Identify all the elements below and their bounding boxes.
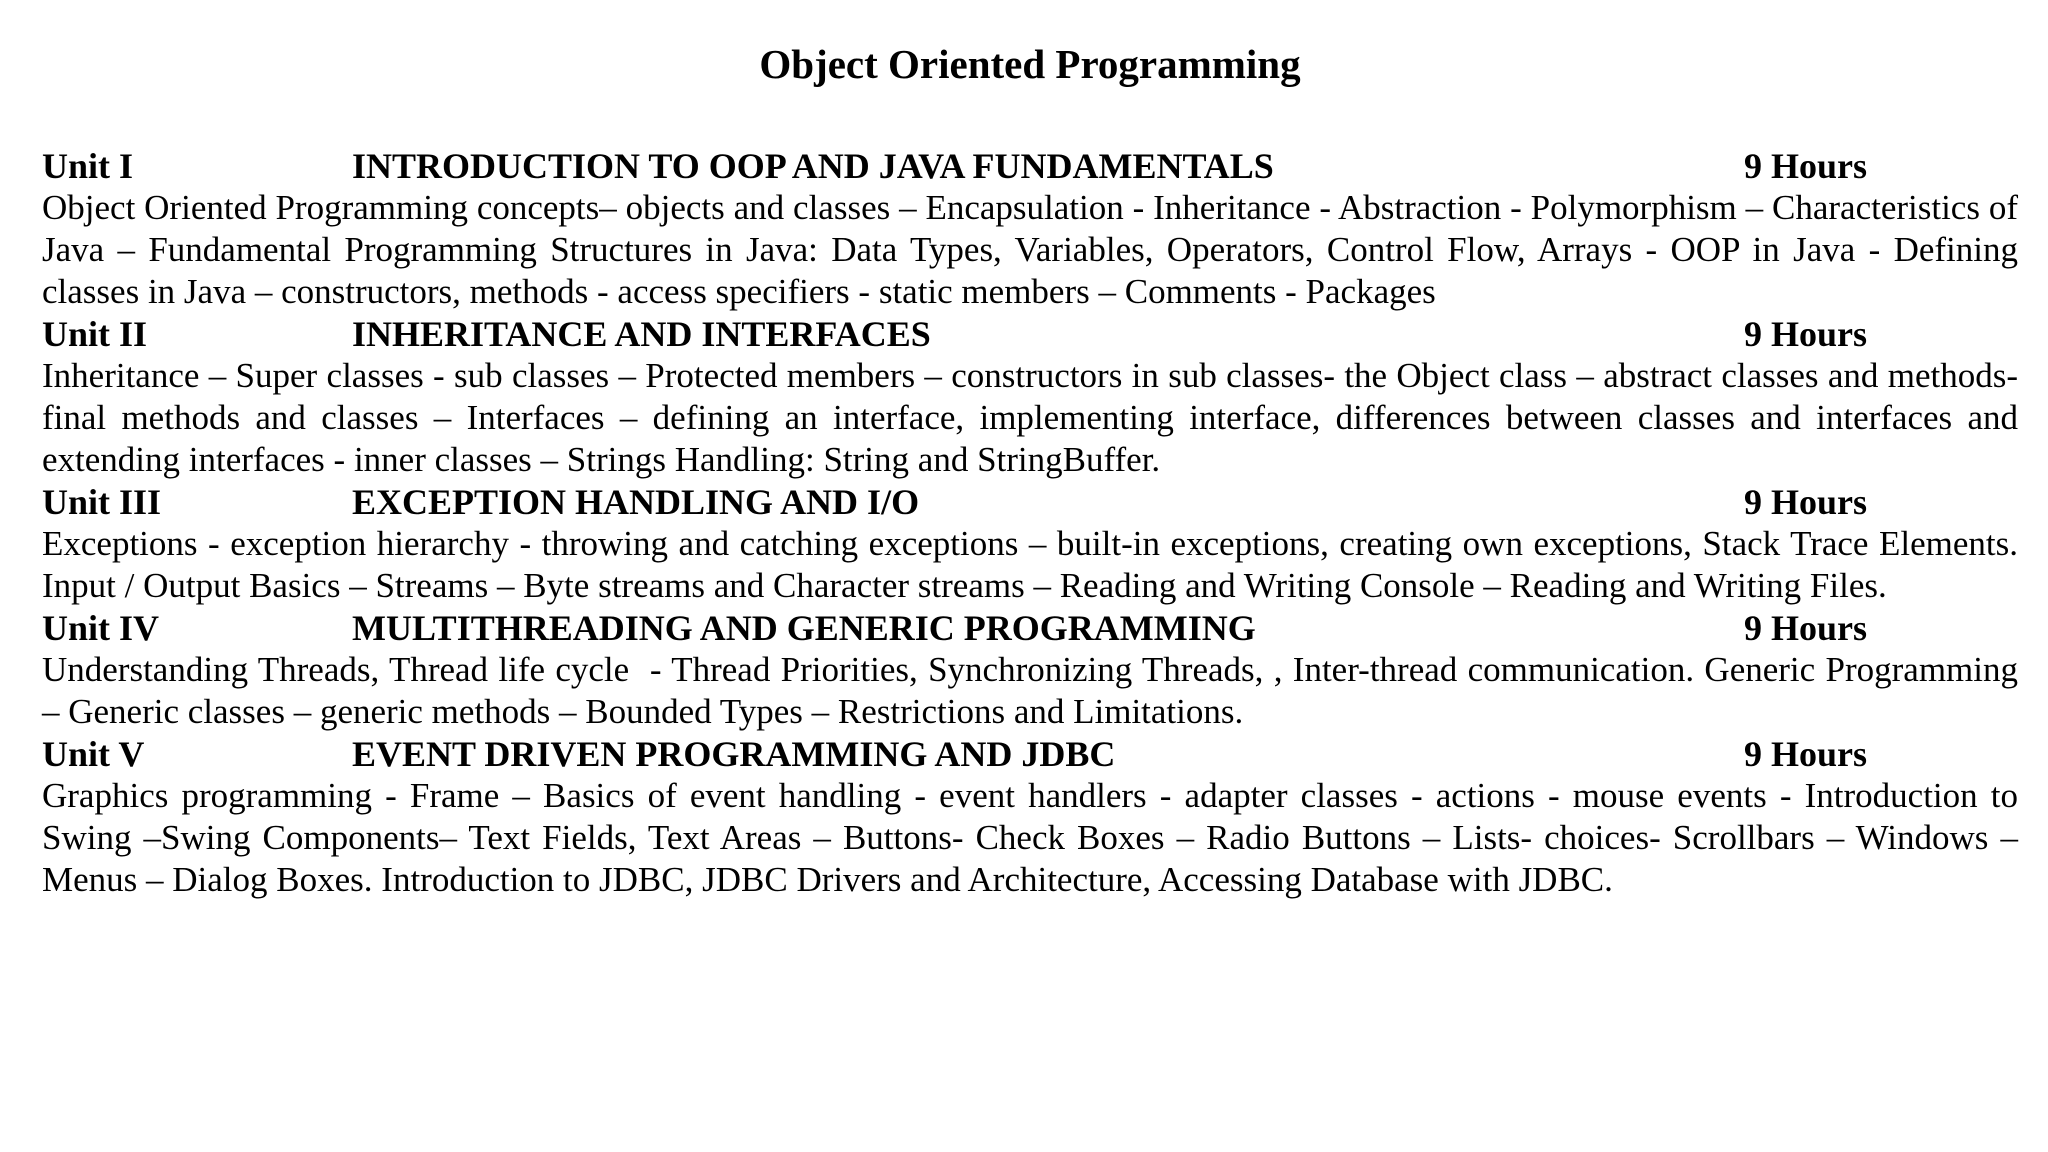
unit-content: Understanding Threads, Thread life cycle - Thread Priorities, Synchronizing Threads, , Inter-thread communication. Generic Programming – Generic classes – generic methods – Bounded Types – Restrictions and Limitations. [42, 650, 2027, 731]
unit-label: Unit I [42, 146, 134, 186]
unit-label: Unit III [42, 482, 162, 522]
unit-section-1 [42, 145, 2027, 313]
unit-hours: 9 Hours [1744, 608, 1868, 648]
unit-title: INTRODUCTION TO OOP AND JAVA FUNDAMENTALS [352, 146, 1274, 186]
page-title: Object Oriented Programming [759, 41, 1301, 87]
unit-hours: 9 Hours [1744, 482, 1868, 522]
unit-header [42, 607, 2018, 649]
unit-title: INHERITANCE AND INTERFACES [352, 314, 931, 354]
unit-hours: 9 Hours [1744, 734, 1868, 774]
unit-content: Object Oriented Programming concepts– objects and classes – Encapsulation - Inheritance - Abstraction - Polymorphism – Characteristics of Java – Fundamental Programming Structures in Java: Data Types, Variables, Operators, Control Flow, Arrays - OOP in Java - Defining classes in Java – constructors, methods - access specifiers - static members – Comments - Packages [42, 188, 2027, 311]
unit-header [42, 313, 2018, 355]
unit-header [42, 481, 2018, 523]
unit-content: Inheritance – Super classes - sub classes – Protected members – constructors in sub classes- the Object class – abstract classes and methods- final methods and classes – Interfaces – defining an interface, implementing interface, differences between classes and interfaces and extending interfaces - inner classes – Strings Handling: String and StringBuffer. [42, 356, 2027, 479]
unit-title: EXCEPTION HANDLING AND I/O [352, 482, 920, 522]
unit-hours: 9 Hours [1744, 314, 1868, 354]
unit-header [42, 733, 2018, 775]
unit-header [42, 145, 2018, 187]
unit-label: Unit V [42, 734, 145, 774]
unit-title: MULTITHREADING AND GENERIC PROGRAMMING [352, 608, 1256, 648]
unit-section-3 [42, 481, 2027, 607]
unit-label: Unit IV [42, 608, 160, 648]
unit-label: Unit II [42, 314, 148, 354]
unit-title: EVENT DRIVEN PROGRAMMING AND JDBC [352, 734, 1116, 774]
unit-content: Graphics programming - Frame – Basics of event handling - event handlers - adapter classes - actions - mouse events - Introduction to Swing –Swing Components– Text Fields, Text Areas – Buttons- Check Boxes – Radio Buttons – Lists- choices- Scrollbars – Windows –Menus – Dialog Boxes. Introduction to JDBC, JDBC Drivers and Architecture, Accessing Database with JDBC. [42, 776, 2027, 899]
units-list [42, 145, 2027, 901]
unit-content: Exceptions - exception hierarchy - throwing and catching exceptions – built-in exceptions, creating own exceptions, Stack Trace Elements. Input / Output Basics – Streams – Byte streams and Character streams – Reading and Writing Console – Reading and Writing Files. [42, 524, 2027, 605]
unit-section-5 [42, 733, 2027, 901]
unit-hours: 9 Hours [1744, 146, 1868, 186]
unit-section-2 [42, 313, 2027, 481]
unit-section-4 [42, 607, 2027, 733]
